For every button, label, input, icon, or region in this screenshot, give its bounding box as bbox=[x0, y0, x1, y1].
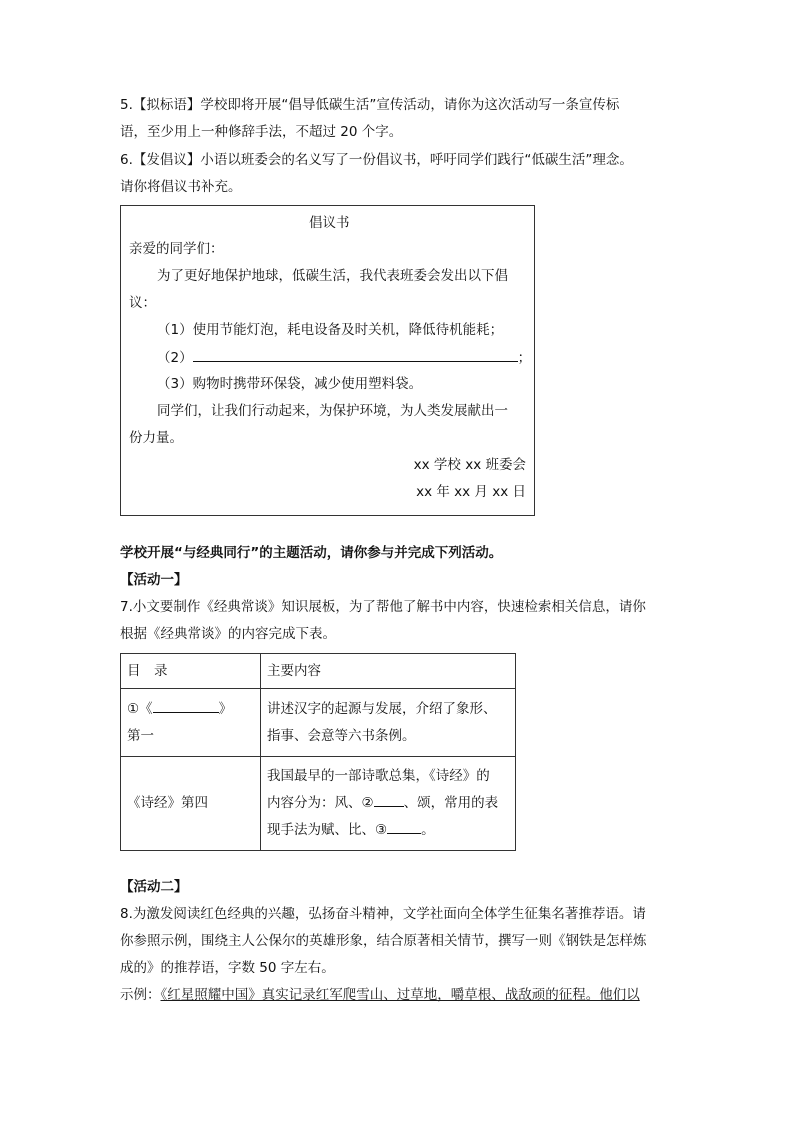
row-2-content-line-2 bbox=[267, 790, 509, 817]
proposal-closing-line-1: 同学们，让我们行动起来，为保护环境，为人类发展献出一 bbox=[157, 403, 508, 419]
proposal-date: xx 年 xx 月 xx 日 bbox=[416, 484, 526, 500]
proposal-item-1: （1）使用节能灯泡，耗电设备及时关机，降低待机能耗； bbox=[157, 322, 504, 338]
table-row-1-content bbox=[261, 689, 516, 757]
blank-3[interactable] bbox=[387, 819, 421, 834]
q5-line-2: 语，至少用上一种修辞手法，不超过 20 个字。 bbox=[120, 124, 403, 140]
table-header-content: 主要内容 bbox=[261, 654, 516, 689]
proposal-item-2-blank[interactable] bbox=[193, 347, 518, 362]
proposal-item-3: （3）购物时携带环保袋，减少使用塑料袋。 bbox=[157, 376, 423, 392]
row-1-content-line-1: 讲述汉字的起源与发展，介绍了象形、 bbox=[267, 700, 497, 717]
table-row-1-directory bbox=[121, 689, 261, 757]
table-row-2-content bbox=[261, 757, 516, 851]
row-1-prefix: ①《 bbox=[127, 700, 153, 717]
proposal-item-2-prefix: （2） bbox=[157, 350, 193, 366]
row-1-content-line-2: 指事、会意等六书条例。 bbox=[267, 727, 416, 744]
q8-line-1: 8.为激发阅读红色经典的兴趣，弘扬奋斗精神，文学社面向全体学生征集名著推荐语。请 bbox=[120, 906, 646, 922]
example-text: 《红星照耀中国》真实记录红军爬雪山、过草地，嚼草根、战敌顽的征程。他们以 bbox=[160, 987, 640, 1003]
row-2-content-line-1: 我国最早的一部诗歌总集，《诗经》的 bbox=[267, 768, 490, 784]
proposal-closing-line-2: 份力量。 bbox=[129, 430, 183, 446]
q6-line-2: 请你将倡议书补充。 bbox=[120, 179, 242, 195]
example-label: 示例： bbox=[120, 987, 161, 1003]
q7-line-1: 7.小文要制作《经典常谈》知识展板，为了帮他了解书中内容，快速检索相关信息，请你 bbox=[120, 599, 646, 615]
proposal-item-2-suffix: ； bbox=[517, 350, 532, 366]
contents-table bbox=[120, 653, 516, 851]
row-2-content-line-3-b: 。 bbox=[421, 822, 435, 838]
section-intro: 学校开展“与经典同行”的主题活动，请你参与并完成下列活动。 bbox=[120, 545, 503, 561]
proposal-intro-line-2: 议： bbox=[129, 295, 156, 311]
q5-line-1: 5.【拟标语】学校即将开展“倡导低碳生活”宣传活动，请你为这次活动写一条宣传标 bbox=[120, 97, 620, 113]
row-2-content-line-3 bbox=[267, 817, 509, 844]
proposal-intro-line-1: 为了更好地保护地球，低碳生活，我代表班委会发出以下倡 bbox=[157, 268, 508, 284]
q8-line-3: 成的》的推荐语，字数 50 字左右。 bbox=[120, 960, 335, 976]
activity-1-title: 【活动一】 bbox=[120, 572, 188, 588]
blank-2[interactable] bbox=[374, 792, 404, 807]
q6-line-1: 6.【发倡议】小语以班委会的名义写了一份倡议书，呼吁同学们践行“低碳生活”理念。 bbox=[120, 152, 633, 168]
proposal-box bbox=[120, 205, 535, 516]
table-row-2-directory: 《诗经》第四 bbox=[121, 757, 261, 851]
row-2-content-line-2-a: 内容分为：风、② bbox=[267, 795, 374, 811]
q8-example bbox=[120, 985, 640, 1005]
row-1-chapter: 第一 bbox=[127, 727, 154, 744]
row-1-bracket-close: 》 bbox=[218, 700, 233, 717]
row-2-content-line-3-a: 现手法为赋、比、③ bbox=[267, 822, 388, 838]
q7-line-2: 根据《经典常谈》的内容完成下表。 bbox=[120, 626, 336, 642]
proposal-signature: xx 学校 xx 班委会 bbox=[413, 457, 526, 473]
proposal-title: 倡议书 bbox=[309, 215, 350, 231]
table-row bbox=[121, 689, 516, 757]
activity-2-title: 【活动二】 bbox=[120, 879, 188, 895]
proposal-item-2 bbox=[157, 347, 531, 368]
table-row bbox=[121, 757, 516, 851]
table-header-row bbox=[121, 654, 516, 689]
q8-line-2: 你参照示例，围绕主人公保尔的英雄形象，结合原著相关情节，撰写一则《钢铁是怎样炼 bbox=[120, 933, 647, 949]
row-2-content-line-2-b: 、颂，常用的表 bbox=[403, 795, 499, 811]
row-1-title-blank[interactable] bbox=[153, 698, 219, 713]
proposal-greeting: 亲爱的同学们： bbox=[129, 241, 224, 257]
table-header-directory: 目 录 bbox=[121, 654, 261, 689]
